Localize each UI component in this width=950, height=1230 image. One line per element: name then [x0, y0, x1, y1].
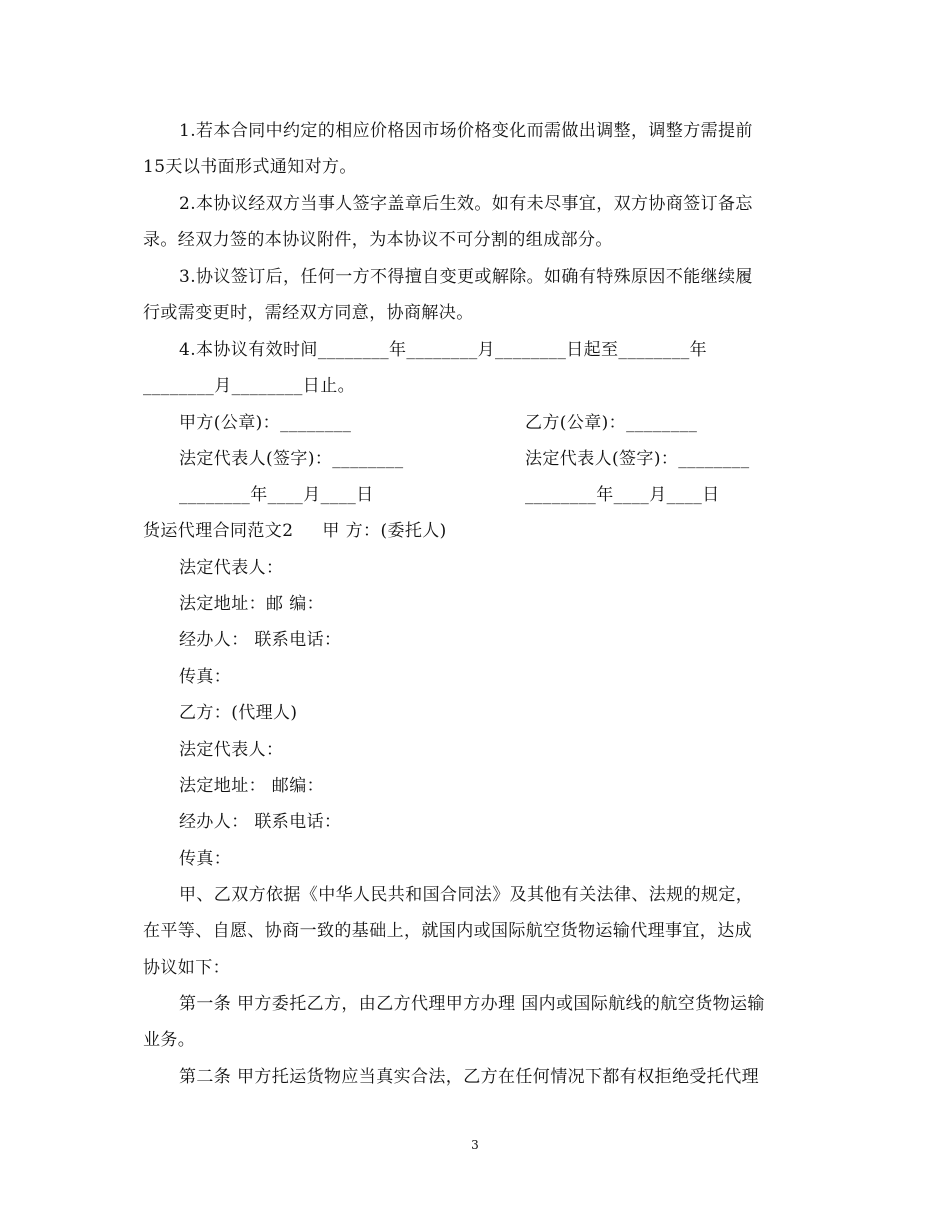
party-b-handler-field: 经办人： 联系电话： [179, 812, 342, 832]
party-b-fax-field: 传真： [179, 849, 232, 869]
party-a-rep-field: 法定代表人： [179, 558, 284, 578]
party-b-address-field: 法定地址： 邮编： [179, 776, 325, 796]
party-b-representative: 法定代表人(签字)：________ [525, 449, 750, 469]
party-b-date: ________年____月____日 [525, 485, 720, 505]
clause-3-line-2: 行或需变更时，需经双方同意，协商解决。 [143, 303, 474, 323]
party-a-seal: 甲方(公章)：________ [179, 413, 352, 433]
party-b-heading: 乙方：(代理人) [179, 703, 298, 723]
party-a-handler-field: 经办人： 联系电话： [179, 630, 342, 650]
clause-2-line-2: 录。经双力签的本协议附件，为本协议不可分割的组成部分。 [143, 230, 613, 250]
party-b-rep-field: 法定代表人： [179, 740, 284, 760]
clause-4-line-1: 4.本协议有效时间________年________月________日起至________年 [179, 340, 708, 360]
intro-line-3: 协议如下： [143, 958, 230, 978]
article-1-line-2: 业务。 [143, 1030, 196, 1050]
clause-1-line-2: 15天以书面形式通知对方。 [143, 157, 357, 177]
party-a-representative: 法定代表人(签字)：________ [179, 449, 404, 469]
party-b-seal: 乙方(公章)：________ [525, 413, 698, 433]
contract-2-heading: 货运代理合同范文2 甲 方：(委托人) [143, 521, 447, 541]
party-a-fax-field: 传真： [179, 667, 232, 687]
intro-line-2: 在平等、自愿、协商一致的基础上，就国内或国际航空货物运输代理事宜，达成 [143, 921, 752, 941]
intro-line-1: 甲、乙双方依据《中华人民共和国合同法》及其他有关法律、法规的规定， [179, 885, 754, 905]
clause-2-line-1: 2.本协议经双方当事人签字盖章后生效。如有未尽事宜，双方协商签订备忘 [179, 194, 753, 214]
article-2-line-1: 第二条 甲方托运货物应当真实合法，乙方在任何情况下都有权拒绝受托代理 [179, 1067, 760, 1087]
article-1-line-1: 第一条 甲方委托乙方，由乙方代理甲方办理 国内或国际航线的航空货物运输 [179, 994, 765, 1014]
party-a-date: ________年____月____日 [179, 485, 374, 505]
page-number: 3 [471, 1138, 479, 1152]
clause-1-line-1: 1.若本合同中约定的相应价格因市场价格变化而需做出调整，调整方需提前 [179, 121, 753, 141]
clause-3-line-1: 3.协议签订后，任何一方不得擅自变更或解除。如确有特殊原因不能继续履 [179, 267, 753, 287]
party-a-address-field: 法定地址：邮 编： [179, 594, 325, 614]
clause-4-line-2: ________月________日止。 [143, 376, 355, 396]
